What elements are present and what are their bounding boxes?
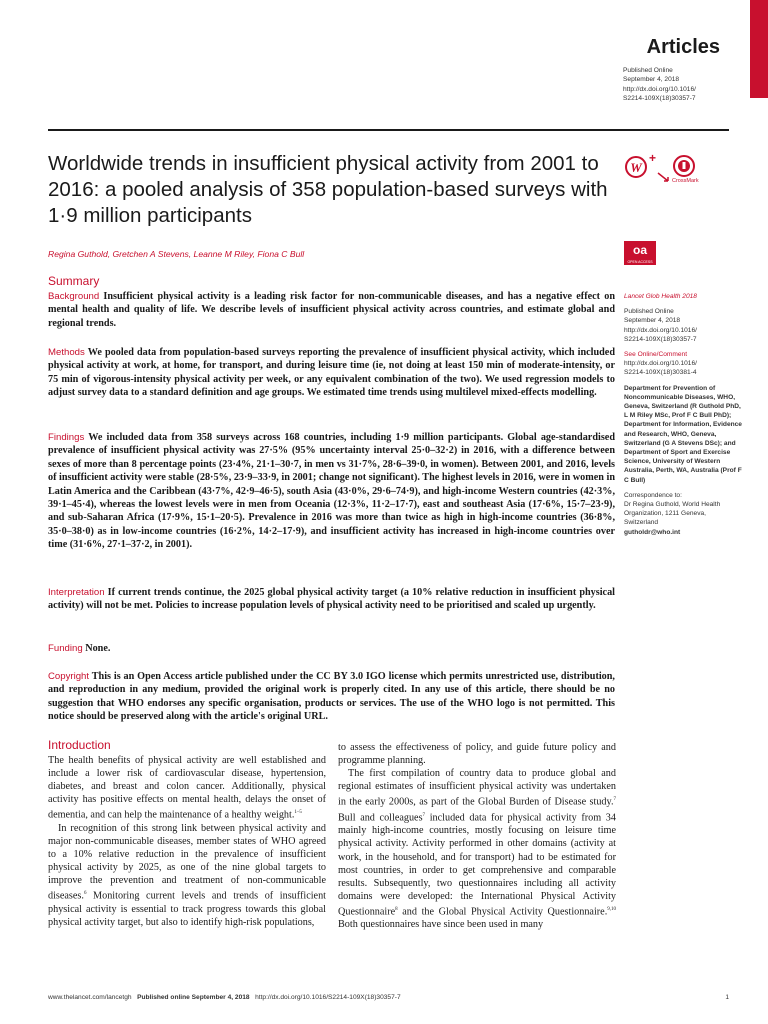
svg-text:+: + — [649, 153, 657, 165]
intro-paragraph-2: In recognition of this strong link between physical activity and major non-communicable diseases, member states of WHO agreed to a 10% relative reduction in the prevalence of insufficient physical activity by 2025, as one of the nine global targets to improve the prevention and treatment of non-communicable diseases.$^6$ Monitoring current levels and trends of insufficient physical activity is essential to track progress towards this global physical activity target, but also to identify high-risk populations, — [48, 822, 326, 928]
intro-paragraph-3: to assess the effectiveness of policy, and guide future policy and programme planning. — [338, 742, 616, 767]
open-access-badge: oa OPEN ACCESS — [624, 241, 656, 265]
journal-citation: Lancet Glob Health 2018 — [624, 293, 697, 300]
page-footer — [48, 994, 729, 1001]
abstract-findings: Findings We included data from 358 surveys across 168 countries, including 1·9 million participants. Global age-standardised prevalence of insufficient physical activity was 27·5% (95% uncertainty interval 25·0–32·2) in 2016, with a difference between sexes of more than 8 percentage points (23·4%, 21·1–30·7, in men vs 31·7%, 28·6–39·0, in women). Between 2001, and 2016, levels of insufficient activity were stable (28·5%, 23·9–33·9, in 2001; change not significant). The highest levels in 2016, were in women in Latin America and the Caribbean (43·7%, 42·9–46·5), south Asia (43·0%, 29·6–74·9), and high-income Western countries (42·3%, 39·1–45·4), whereas the lowest levels were in men from Oceania (12·3%, 11·2–17·7), east and southeast Asia (17·6%, 15·7–23·9), and sub-Saharan Africa (17·9%, 15·1–20·5). Prevalence in 2016 was more than twice as high in high-income countries (36·8%, 35·0–38·0) as in low-income countries (16·2%, 14·2–17·9), and insufficient activity has increased in high-income countries over time (31·6%, 27·1–37·2, in 2001). — [48, 432, 615, 551]
section-title: Articles — [646, 36, 720, 58]
abstract-interpretation: Interpretation If current trends continue, the 2025 global physical activity target (a 10% relative reduction in insufficient physical activity) will not be met. Policies to increase population levels of physical activity need to be prioritised and scaled up urgently. — [48, 587, 615, 612]
doi-link-2[interactable]: S2214-109X(18)30357-7 — [624, 335, 697, 343]
footer-doi-link[interactable]: http://dx.doi.org/10.1016/S2214-109X(18)30357-7 — [255, 994, 401, 1001]
sidebar-notes: Lancet Glob Health 2018 Published Online September 4, 2018 http://dx.doi.org/10.1016/ S2214-109X(18)30357-7 See Online/Comment http://dx.doi.org/10.1016/ S2214-109X(18)30381-4 Department for Prevention of Noncommunicable Diseases, WHO, Geneva, Switzerland (R Guthold PhD, L M Riley MSc, Prof F C Bull PhD); Department for Information, Evidence and Research, WHO, Geneva, Switzerland (G A Stevens DSc); and Department of Sport and Exercise Science, University of Western Australia, Perth, WA, Australia (Prof F C Bull) Correspondence to: Dr Regina Guthold, World Health Organization, 1211 Geneva, Switzerland gutholdr@who.int — [624, 293, 742, 536]
svg-text:W: W — [630, 160, 642, 175]
page-number: 1 — [725, 994, 729, 1001]
crossmark-label: CrossMark — [672, 178, 699, 184]
author-affiliations: Department for Prevention of Noncommunicable Diseases, WHO, Geneva, Switzerland (R Guthold PhD, L M Riley MSc, Prof F C Bull PhD); Department for Information, Evidence and Research, WHO, Geneva, Switzerland (G A Stevens DSc); and Department of Sport and Exercise Science, University of Western Australia, Perth, WA, Australia (Prof F C Bull) — [624, 384, 742, 484]
comment-doi-link[interactable]: http://dx.doi.org/10.1016/ — [624, 360, 697, 368]
introduction-heading: Introduction — [48, 738, 111, 752]
see-comment-link[interactable]: See Online/Comment — [624, 351, 688, 359]
article-title: Worldwide trends in insufficient physical activity from 2001 to 2016: a pooled analysis of 358 population-based surveys with 1·9 million participants — [48, 152, 608, 227]
journal-url-link[interactable]: www.thelancet.com/lancetgh — [48, 994, 132, 1001]
author-list: Regina Guthold, Gretchen A Stevens, Leanne M Riley, Fiona C Bull — [48, 249, 305, 259]
doi-link-top-2[interactable]: S2214-109X(18)30357-7 — [623, 95, 696, 103]
doi-link[interactable]: http://dx.doi.org/10.1016/ — [624, 326, 697, 334]
footer-published: Published online September 4, 2018 — [137, 994, 250, 1001]
published-info-top: Published Online September 4, 2018 http://dx.doi.org/10.1016/ S2214-109X(18)30357-7 — [623, 66, 743, 104]
correspondence-email[interactable]: gutholdr@who.int — [624, 528, 681, 536]
journal-color-tab — [750, 0, 768, 98]
abstract-copyright: Copyright This is an Open Access article published under the CC BY 3.0 IGO license which permits unrestricted use, distribution, and reproduction in any medium, provided the original work is properly cited. In any use of this article, there should be no suggestion that WHO endorses any specific organisation, products or services. The use of the WHO logo is not permitted. This notice should be preserved along with the article's original URL. — [48, 671, 615, 723]
intro-column-left — [48, 754, 326, 929]
correspondence-label: Correspondence to: — [624, 491, 682, 499]
abstract-methods: Methods We pooled data from population-based surveys reporting the prevalence of insufficient physical activity, which included physical activity at work, at home, for transport, and during leisure time (ie, not doing at least 150 min of moderate-intensity, or 75 min of vigorous-intensity physical activity per week, or any equivalent combination of the two). We used regression models to adjust survey data to a standard definition and age groups. We estimated time trends using multilevel mixed-effects modelling. — [48, 347, 615, 399]
header-rule — [48, 129, 729, 131]
doi-link-top[interactable]: http://dx.doi.org/10.1016/ — [623, 85, 696, 93]
intro-paragraph-1: The health benefits of physical activity are well established and include a lower risk of cardiovascular disease, hypertension, diabetes, and breast and colon cancer. Additionally, physical activity has positive effects on mental health, delays the onset of dementia, and can help the maintenance of a healthy weight.$^{1-5}$ — [48, 755, 326, 821]
abstract-background: Background Insufficient physical activity is a leading risk factor for non-communicable diseases, and has a negative effect on mental health and quality of life. We describe levels of insufficient physical activity across countries, and estimate global and regional trends. — [48, 291, 616, 329]
intro-column-right — [338, 741, 616, 931]
abstract-funding: Funding None. — [48, 643, 111, 654]
intro-paragraph-4: The first compilation of country data to produce global and regional estimates of insufficient physical activity was undertaken in the early 2000s, as part of the Global Burden of Disease study.$^7$ Bull and colleagues$^7$ included data for physical activity from 34 mainly high-income countries, mostly focusing on leisure time physical activity. Activity performed in other domains (activity at work, in the household, and for transport) had to be estimated for most countries, in order to get comprehensive and comparable results. Subsequently, two questionnaires including all activity domains were developed: the International Physical Activity Questionnaire$^8$ and the Global Physical Activity Questionnaire.$^{9,10}$ Both questionnaires have since been used in many — [338, 768, 616, 931]
summary-heading: Summary — [48, 274, 100, 288]
comment-doi-link-2[interactable]: S2214-109X(18)30381-4 — [624, 369, 697, 377]
